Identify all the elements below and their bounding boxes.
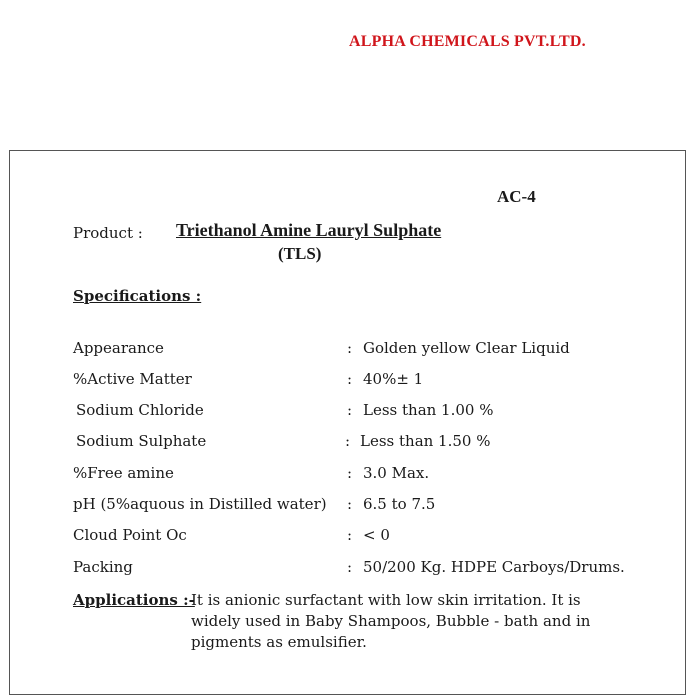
spec-colon: : xyxy=(345,432,351,450)
spec-colon: : xyxy=(347,495,353,513)
spec-colon: : xyxy=(347,401,353,419)
spec-colon: : xyxy=(347,339,353,357)
spec-value: 50/200 Kg. HDPE Carboys/Drums. xyxy=(363,558,625,576)
spec-value: Less than 1.50 % xyxy=(360,432,491,450)
spec-row-free-amine xyxy=(10,464,685,488)
spec-row-appearance xyxy=(10,339,685,363)
specification-sheet xyxy=(9,150,686,695)
spec-name: %Free amine xyxy=(73,464,174,482)
spec-value: 40%± 1 xyxy=(363,370,424,388)
specifications-heading: Specifications : xyxy=(73,287,202,305)
spec-colon: : xyxy=(347,370,353,388)
spec-value: 3.0 Max. xyxy=(363,464,430,482)
spec-value: 6.5 to 7.5 xyxy=(363,495,436,513)
spec-name: %Active Matter xyxy=(73,370,192,388)
spec-value: Less than 1.00 % xyxy=(363,401,494,419)
product-code: AC-4 xyxy=(497,187,536,206)
spec-colon: : xyxy=(347,558,353,576)
spec-row-cloud-point xyxy=(10,526,685,550)
spec-colon: : xyxy=(347,464,353,482)
spec-row-sodium-sulphate xyxy=(10,432,685,456)
spec-name: Sodium Chloride xyxy=(76,401,204,419)
applications-text: It is anionic surfactant with low skin irritation. It is widely used in Baby Shampoos, Bubble - bath and in pigments as emulsifier. xyxy=(191,591,591,651)
spec-row-ph xyxy=(10,495,685,519)
spec-row-active-matter xyxy=(10,370,685,394)
spec-colon: : xyxy=(347,526,353,544)
product-label: Product : xyxy=(73,224,143,242)
company-name: ALPHA CHEMICALS PVT.LTD. xyxy=(349,33,586,50)
product-abbreviation: (TLS) xyxy=(278,244,322,263)
spec-name: pH (5%aquous in Distilled water) xyxy=(73,495,327,513)
spec-name: Sodium Sulphate xyxy=(76,432,207,450)
product-name: Triethanol Amine Lauryl Sulphate xyxy=(176,220,442,240)
spec-value: Golden yellow Clear Liquid xyxy=(363,339,570,357)
spec-name: Appearance xyxy=(73,339,164,357)
spec-row-packing xyxy=(10,558,685,582)
applications-label: Applications :- xyxy=(73,591,195,609)
spec-name: Packing xyxy=(73,558,133,576)
spec-value: < 0 xyxy=(363,526,390,544)
spec-row-sodium-chloride xyxy=(10,401,685,425)
spec-name: Cloud Point Oc xyxy=(73,526,187,544)
